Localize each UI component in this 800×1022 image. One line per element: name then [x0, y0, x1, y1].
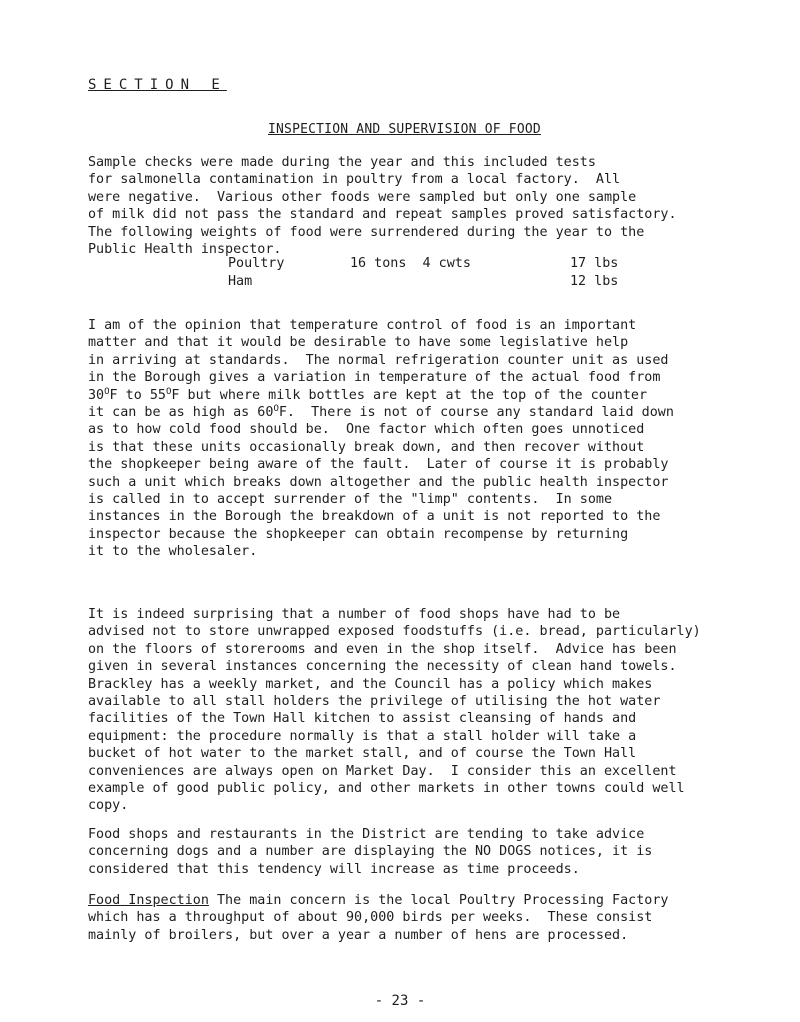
text-line: is that these units occasionally break down, and then recover without: [88, 439, 645, 455]
text-line: available to all stall holders the privilege of utilising the hot water: [88, 694, 661, 710]
temperature-text: it can be as high as 60: [88, 405, 274, 421]
text-line: it to the wholesaler.: [88, 544, 258, 560]
text-line: advised not to store unwrapped exposed foodstuffs (i.e. bread, particularly): [88, 624, 701, 640]
section-heading: SECTION E: [88, 77, 227, 93]
text-line: which has a throughput of about 90,000 birds per weeks. These consist: [88, 910, 653, 926]
text-line: Public Health inspector.: [88, 242, 282, 258]
food-item: Ham: [228, 274, 253, 289]
text-line: such a unit which breaks down altogether and the public health inspector: [88, 474, 669, 490]
temperature-value: 30: [88, 387, 105, 403]
text-line: [88, 387, 768, 404]
text-line: on the floors of storerooms and even in the shop itself. Advice has been: [88, 641, 677, 657]
text-line: instances in the Borough the breakdown of a unit is not reported to the: [88, 509, 661, 525]
text-line: in the Borough gives a variation in temperature of the actual food from: [88, 370, 661, 386]
paragraph-sampling: [88, 154, 768, 258]
paragraph-food-shops: [88, 606, 768, 815]
text-line: given in several instances concerning the necessity of clean hand towels.: [88, 659, 677, 675]
text-line: for salmonella contamination in poultry from a local factory. All: [88, 172, 621, 188]
paragraph-dogs: [88, 826, 768, 878]
degree-symbol: O: [104, 386, 110, 397]
temperature-text: F but where milk bottles are kept at the top of the counter: [171, 387, 648, 403]
surrendered-food-table: [228, 255, 648, 291]
text-line: of milk did not pass the standard and repeat samples proved satisfactory.: [88, 207, 677, 223]
degree-symbol: O: [273, 404, 279, 415]
text-line: I am of the opinion that temperature control of food is an important: [88, 318, 637, 333]
degree-symbol: O: [165, 386, 172, 397]
text-line: Brackley has a weekly market, and the Council has a policy which makes: [88, 676, 653, 692]
text-segment: The main concern is the local Poultry Processing Factory: [208, 893, 669, 908]
text-line: [88, 892, 768, 909]
temperature-text: F. There is not of course any standard laid down: [278, 405, 674, 421]
text-line: considered that this tendency will increase as time proceeds.: [88, 861, 580, 877]
text-line: mainly of broilers, but over a year a number of hens are processed.: [88, 927, 629, 943]
text-line: equipment: the procedure normally is that a stall holder will take a: [88, 728, 637, 744]
text-line: copy.: [88, 798, 129, 814]
text-line: [88, 404, 768, 421]
text-line: inspector because the shopkeeper can obtain recompense by returning: [88, 526, 629, 542]
text-line: in arriving at standards. The normal refrigeration counter unit as used: [88, 352, 669, 368]
text-line: were negative. Various other foods were sampled but only one sample: [88, 189, 637, 205]
text-line: example of good public policy, and other markets in other towns could well: [88, 781, 685, 797]
text-line: matter and that it would be desirable to have some legislative help: [88, 335, 629, 351]
food-weight: 16 tons 4 cwts: [350, 256, 471, 271]
text-line: The following weights of food were surrendered during the year to the: [88, 224, 645, 240]
text-line: is called in to accept surrender of the "limp" contents. In some: [88, 492, 613, 508]
text-line: bucket of hot water to the market stall, and of course the Town Hall: [88, 746, 637, 762]
temperature-text: F to 55: [109, 387, 166, 403]
food-inspection-heading: Food Inspection: [88, 893, 209, 908]
text-line: conveniences are always open on Market Day. I consider this an excellent: [88, 763, 677, 779]
text-line: the shopkeeper being aware of the fault. Later of course it is probably: [88, 457, 669, 473]
table-row: [228, 273, 648, 291]
text-line: facilities of the Town Hall kitchen to assist cleansing of hands and: [88, 711, 637, 727]
document-subtitle: INSPECTION AND SUPERVISION OF FOOD: [268, 122, 541, 137]
text-line: Food shops and restaurants in the District are tending to take advice: [88, 827, 645, 842]
food-lbs: 12 lbs: [570, 274, 619, 289]
food-lbs: 17 lbs: [570, 256, 619, 271]
paragraph-food-inspection: [88, 892, 768, 944]
text-line: as to how cold food should be. One factor which often goes unnoticed: [88, 422, 645, 438]
text-line: Sample checks were made during the year and this included tests: [88, 155, 596, 170]
food-item: Poultry: [228, 256, 285, 271]
page-number: - 23 -: [374, 993, 426, 1009]
table-row: [228, 255, 648, 273]
text-line: concerning dogs and a number are displaying the NO DOGS notices, it is: [88, 844, 653, 860]
text-line: It is indeed surprising that a number of food shops have had to be: [88, 607, 621, 622]
paragraph-temperature: [88, 317, 768, 561]
